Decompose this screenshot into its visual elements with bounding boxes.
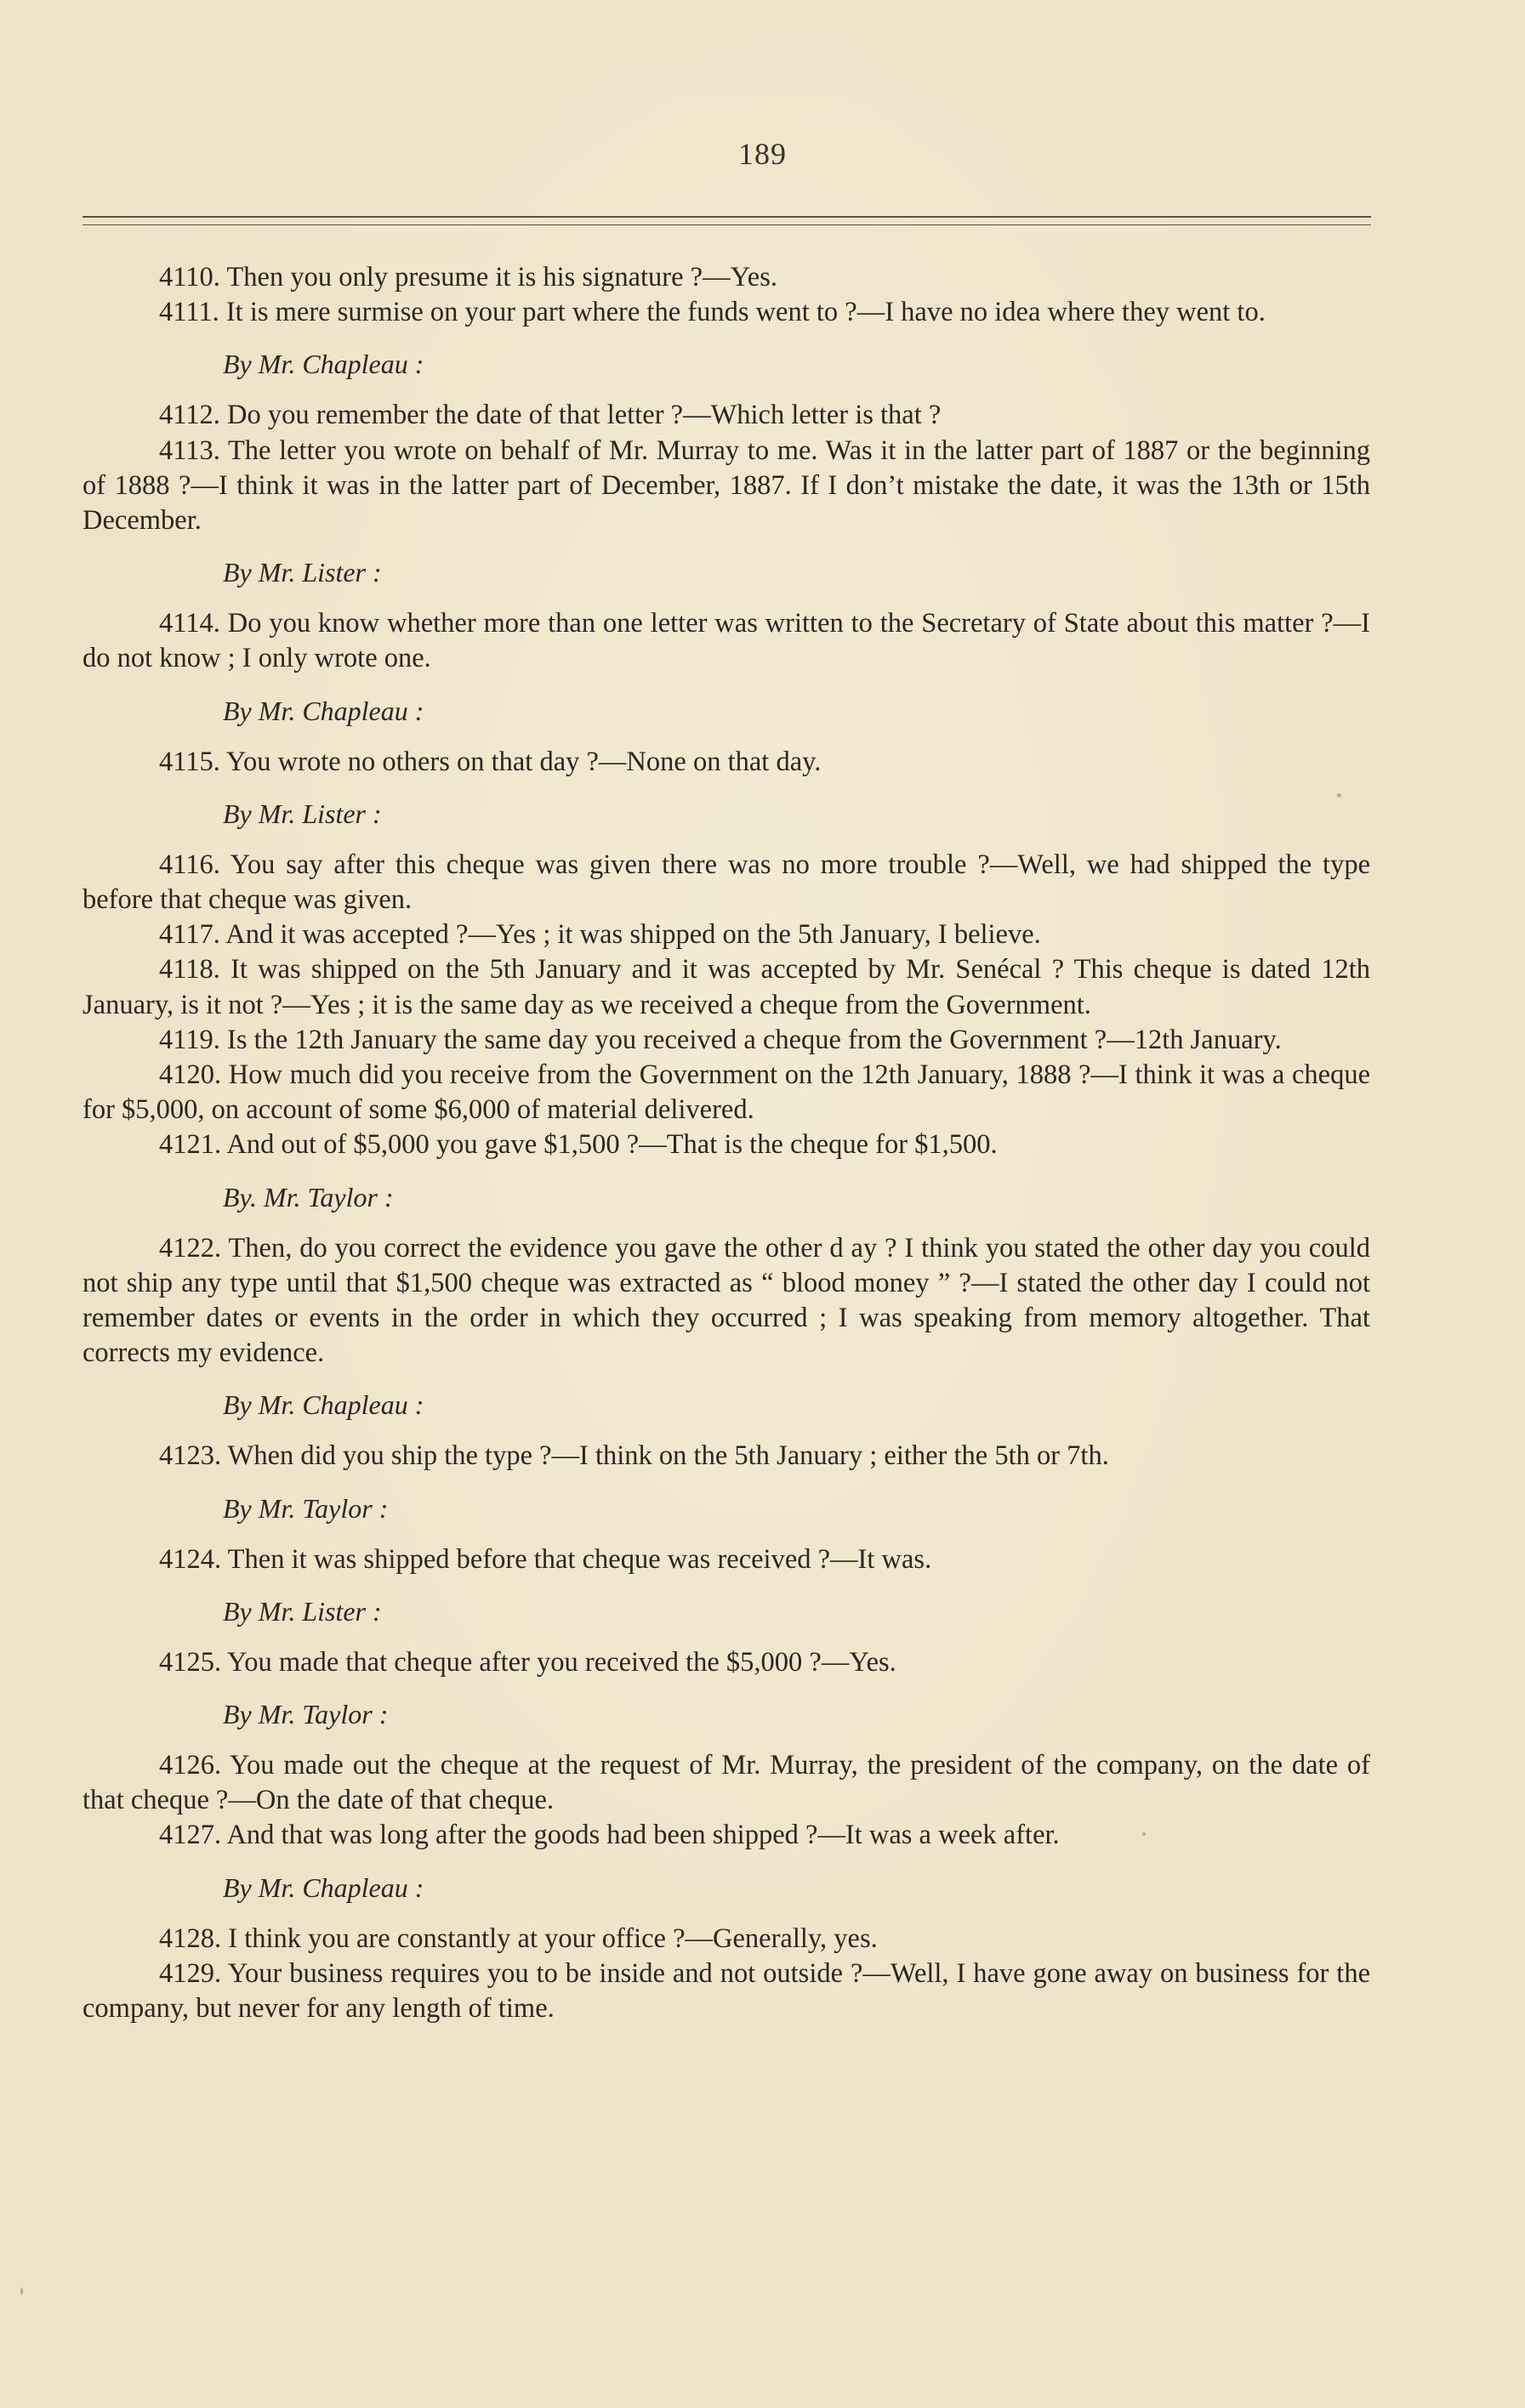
- header-rule: [83, 216, 1371, 218]
- question-answer: 4121. And out of $5,000 you gave $1,500 ?—That is the cheque for $1,500.: [159, 1129, 998, 1161]
- question-answer: 4124. Then it was shipped before that cheque was received ?—It was.: [159, 1543, 932, 1575]
- speaker-heading: By Mr. Chapleau :: [223, 1871, 424, 1903]
- paper-speck: [1142, 1832, 1146, 1836]
- question-answer: 4117. And it was accepted ?—Yes ; it was shipped on the 5th January, I believe.: [159, 919, 1041, 951]
- paper-speck: [1337, 793, 1341, 798]
- question-answer: 4112. Do you remember the date of that letter ?—Which letter is that ?: [159, 400, 942, 431]
- speaker-heading: By Mr. Chapleau :: [223, 349, 424, 380]
- speaker-heading: By. Mr. Taylor :: [223, 1181, 394, 1213]
- question-answer: 4115. You wrote no others on that day ?—None on that day.: [159, 746, 822, 777]
- question-answer: 4125. You made that cheque after you received the $5,000 ?—Yes.: [159, 1646, 896, 1678]
- speaker-heading: By Mr. Lister :: [223, 1595, 382, 1627]
- paper-speck: [20, 2287, 23, 2295]
- header-rule-thin: [83, 224, 1371, 225]
- speaker-heading: By Mr. Lister :: [223, 798, 382, 829]
- testimony-body: [83, 260, 1370, 2026]
- question-answer: 4126. You made out the cheque at the request of Mr. Murray, the president of the company, on the date of that cheque ?—On the date of that cheque.: [83, 1750, 1370, 1816]
- question-answer: 4128. I think you are constantly at your office ?—Generally, yes.: [159, 1922, 878, 1954]
- question-answer: 4122. Then, do you correct the evidence you gave the other d ay ? I think you stated the other day you could not ship any type until that $1,500 cheque was extracted as “ blood money ” ?—I stated the other day I could not remember dates or events in the order in which they occurred ; I was speaking from memory altogether. That corrects my evidence.: [83, 1232, 1370, 1369]
- page-number: 189: [738, 137, 787, 171]
- question-answer: 4123. When did you ship the type ?—I think on the 5th January ; either the 5th or 7th.: [159, 1440, 1109, 1472]
- question-answer: 4111. It is mere surmise on your part where the funds went to ?—I have no idea where they went to.: [159, 297, 1266, 328]
- question-answer: 4120. How much did you receive from the Government on the 12th January, 1888 ?—I think it was a cheque for $5,000, on account of some $6,000 of material delivered.: [83, 1059, 1370, 1126]
- question-answer: 4116. You say after this cheque was given there was no more trouble ?—Well, we had shipped the type before that cheque was given.: [83, 849, 1370, 916]
- question-answer: 4114. Do you know whether more than one letter was written to the Secretary of State about this matter ?—I do not know ; I only wrote one.: [83, 608, 1370, 674]
- question-answer: 4129. Your business requires you to be inside and not outside ?—Well, I have gone away on business for the company, but never for any length of time.: [83, 1957, 1370, 2025]
- speaker-heading: By Mr. Chapleau :: [223, 695, 424, 726]
- question-answer: 4113. The letter you wrote on behalf of Mr. Murray to me. Was it in the latter part of 1887 or the beginning of 1888 ?—I think it was in the latter part of December, 1887. If I don’t mistake the date, it was the 13th or 15th December.: [83, 434, 1370, 537]
- question-answer: 4127. And that was long after the goods had been shipped ?—It was a week after.: [159, 1820, 1060, 1851]
- speaker-heading: By Mr. Lister :: [223, 557, 382, 588]
- speaker-heading: By Mr. Chapleau :: [223, 1389, 424, 1421]
- speaker-heading: By Mr. Taylor :: [223, 1699, 389, 1730]
- speaker-heading: By Mr. Taylor :: [223, 1492, 389, 1524]
- question-answer: 4110. Then you only presume it is his signature ?—Yes.: [159, 262, 777, 292]
- question-answer: 4118. It was shipped on the 5th January and it was accepted by Mr. Senécal ? This cheque is dated 12th January, is it not ?—Yes ; it is the same day as we received a cheque from the Government.: [83, 954, 1370, 1020]
- question-answer: 4119. Is the 12th January the same day you received a cheque from the Government ?—12th January.: [159, 1024, 1282, 1055]
